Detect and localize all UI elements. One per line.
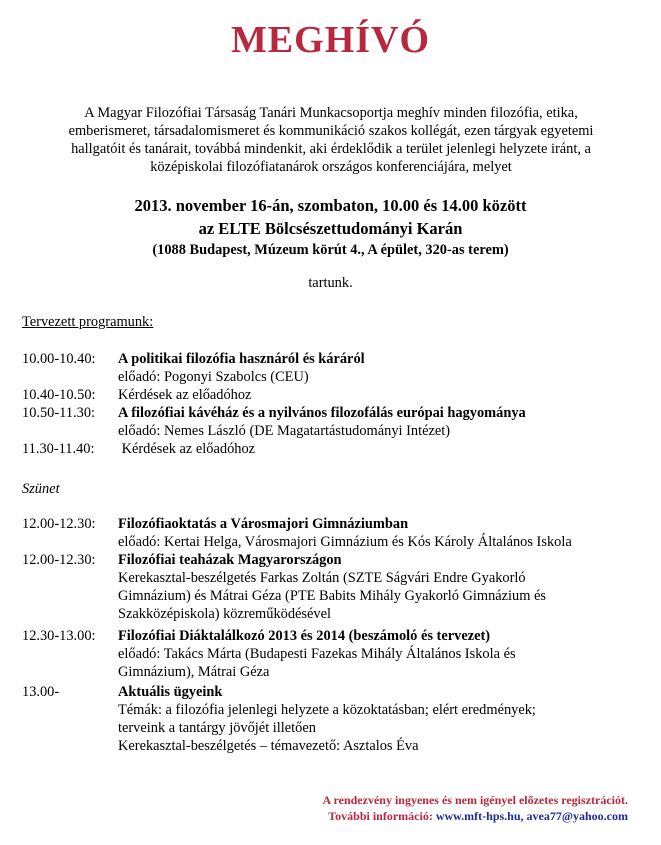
program-title: A politikai filozófia hasznáról és káráról	[118, 351, 365, 367]
footer-registration-note: A rendezvény ingyenes és nem igényel előzetes regisztrációt.	[322, 793, 628, 807]
program-time: 12.30-13.00:	[22, 628, 96, 644]
program-time: 10.50-11.30:	[22, 405, 96, 421]
program-detail-line: Kérdések az előadóhoz	[118, 441, 256, 457]
program-detail-line: Kérdések az előadóhoz	[118, 387, 252, 403]
intro-line: A Magyar Filozófiai Társaság Tanári Munkacsoportja meghív minden filozófia, etika,	[84, 105, 578, 121]
program-title: Aktuális ügyeink	[118, 684, 223, 700]
page-title: MEGHÍVÓ	[230, 19, 431, 61]
program-time: 11.30-11.40:	[22, 441, 95, 457]
program-title: Filozófiai teaházak Magyarországon	[118, 552, 342, 568]
footer-contact	[28, 808, 628, 824]
intro-line: emberismeret, társadalomismeret és kommunikáció szakos kollégát, ezen tárgyak egyetemi	[68, 123, 594, 139]
program-detail-line: Gimnázium), Mátrai Géza	[118, 664, 270, 680]
event-address: (1088 Budapest, Múzeum körút 4., A épület, 320-as terem)	[152, 242, 509, 258]
contact-link[interactable]: www.mft-hps.hu, avea77@yahoo.com	[435, 809, 628, 823]
program-time: 10.40-10.50:	[22, 387, 96, 403]
intro-line: hallgatóit és tanárait, továbbá mindenkit, aki érdeklődik a terület jelenlegi helyzete iránt, a	[71, 141, 591, 157]
event-date: 2013. november 16-án, szombaton, 10.00 és 14.00 között	[134, 196, 527, 215]
break-label: Szünet	[22, 481, 60, 497]
program-time: 13.00-	[22, 684, 60, 700]
program-title: A filozófiai kávéház és a nyilvános filozofálás európai hagyománya	[118, 405, 526, 421]
intro-paragraph	[26, 104, 636, 176]
program-detail-line: előadó: Kertai Helga, Városmajori Gimnázium és Kós Károly Általános Iskola	[118, 534, 572, 550]
program-time: 10.00-10.40:	[22, 351, 96, 367]
program-time: 12.00-12.30:	[22, 516, 96, 532]
program-detail-line: Témák: a filozófia jelenlegi helyzete a közoktatásban; elért eredmények;	[118, 702, 536, 718]
tartunk-text: tartunk.	[308, 275, 353, 291]
program-detail-line: Gimnázium) és Mátrai Géza (PTE Babits Mihály Gyakorló Gimnázium és	[118, 588, 547, 604]
program-title: Filozófiai Diáktalálkozó 2013 és 2014 (beszámoló és tervezet)	[118, 628, 491, 644]
program-detail-line: Szakközépiskola) közreműködésével	[118, 606, 331, 622]
program-detail-line: Kerekasztal-beszélgetés Farkas Zoltán (SZTE Ságvári Endre Gyakorló	[118, 570, 526, 586]
program-detail-line: Kerekasztal-beszélgetés – témavezető: Asztalos Éva	[118, 738, 419, 754]
footer-note	[28, 792, 628, 824]
program-detail-line: terveink a tantárgy jövőjét illetően	[118, 720, 316, 736]
program-detail-line: előadó: Nemes László (DE Magatartástudományi Intézet)	[118, 423, 451, 439]
program-title: Filozófiaoktatás a Városmajori Gimnáziumban	[118, 516, 409, 532]
intro-line: középiskolai filozófiatanárok országos konferenciájára, melyet	[150, 159, 512, 175]
footer-contact-label: További információ:	[328, 809, 436, 823]
program-detail-line: előadó: Takács Márta (Budapesti Fazekas Mihály Általános Iskola és	[118, 646, 516, 662]
event-venue: az ELTE Bölcsészettudományi Karán	[198, 219, 463, 238]
program-time: 12.00-12.30:	[22, 552, 96, 568]
program-heading: Tervezett programunk:	[22, 314, 154, 330]
program-detail-line: előadó: Pogonyi Szabolcs (CEU)	[118, 369, 309, 385]
